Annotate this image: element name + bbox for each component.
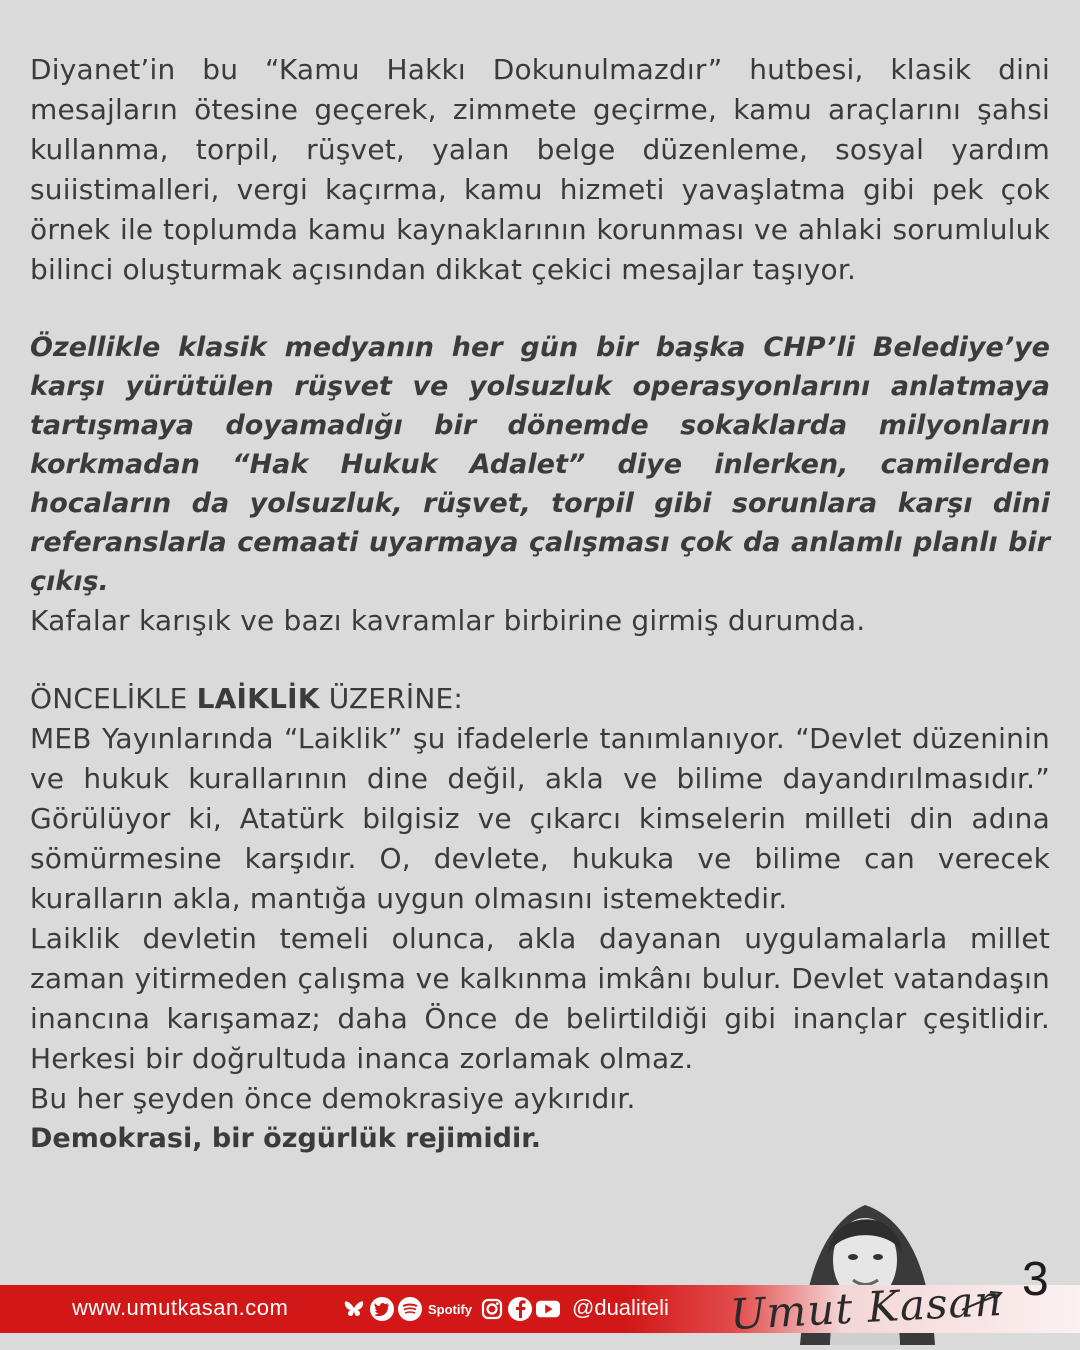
- page-number: 3: [1022, 1253, 1049, 1306]
- social-handle[interactable]: @dualiteli: [572, 1295, 669, 1320]
- spotify-label: Spotify: [428, 1301, 473, 1317]
- paragraph-emphasis: Özellikle klasik medyanın her gün bir başka CHP’li Belediye’ye karşı yürütülen rüşvet ve yolsuzluk operasyonlarını anlatmaya tartışmaya doyamadığı bir dönemde sokaklarda milyonların korkmadan “Hak Hukuk Adalet” diye inlerken, camilerden hocaların da yolsuzluk, rüşvet, torpil gibi sorunlara karşı dini referanslarla cemaati uyarmaya çalışması çok da anlamlı planlı bir çıkış.: [30, 332, 1050, 597]
- paragraph-demokrasi-aykiri: Bu her şeyden önce demokrasiye aykırıdır.: [30, 1082, 636, 1115]
- section-heading-laiklik: [30, 679, 1050, 719]
- author-signature: Umut Kasan: [728, 1275, 1004, 1340]
- social-icons: [342, 1296, 560, 1322]
- paragraph-demokrasi-ozgurluk: Demokrasi, bir özgürlük rejimidir.: [30, 1123, 541, 1154]
- instagram-icon[interactable]: [480, 1297, 504, 1321]
- youtube-icon[interactable]: [536, 1297, 560, 1321]
- paragraph-meb-definition: MEB Yayınlarında “Laiklik” şu ifadelerle tanımlanıyor. “Devlet düzeninin ve hukuk kurallarının dine değil, akla ve bilime dayandırılmasıdır.” Görülüyor ki, Atatürk bilgisiz ve çıkarcı kimselerin milleti din adına sömürmesine karşıdır. O, devlete, hukuka ve bilime can verecek kuralların akla, mantığa uygun olmasını istemektedir.: [30, 722, 1050, 915]
- spotify-icon[interactable]: [398, 1297, 422, 1321]
- heading-suffix: ÜZERİNE:: [319, 682, 463, 715]
- heading-prefix: ÖNCELİKLE: [30, 682, 197, 715]
- twitter-icon[interactable]: [370, 1297, 394, 1321]
- paragraph-laiklik-temel: Laiklik devletin temeli olunca, akla dayanan uygulamalarla millet zaman yitirmeden çalışma ve kalkınma imkânı bulur. Devlet vatandaşın inancına karışamaz; daha Önce de belirtildiği gibi inançlar çeşitlidir. Herkesi bir doğrultuda inanca zorlamak olmaz.: [30, 922, 1050, 1075]
- article-body: [30, 50, 1050, 1159]
- paragraph-hutbe: Diyanet’in bu “Kamu Hakkı Dokunulmazdır” hutbesi, klasik dini mesajların ötesine geçerek, zimmete geçirme, kamu araçlarını şahsi kullanma, torpil, rüşvet, yalan belge düzenleme, sosyal yardım suiistimalleri, vergi kaçırma, kamu hizmeti yavaşlatma gibi pek çok örnek ile toplumda kamu kaynaklarının korunması ve ahlaki sorumluluk bilinci oluşturmak açısından dikkat çekici mesajlar taşıyor.: [30, 53, 1050, 286]
- signature-arrow-icon: [960, 1288, 1004, 1314]
- website-link[interactable]: www.umutkasan.com: [72, 1295, 289, 1320]
- bluesky-icon[interactable]: [342, 1297, 366, 1321]
- heading-keyword: LAİKLİK: [196, 682, 320, 715]
- paragraph-confusion: Kafalar karışık ve bazı kavramlar birbirine girmiş durumda.: [30, 604, 866, 637]
- facebook-icon[interactable]: [508, 1297, 532, 1321]
